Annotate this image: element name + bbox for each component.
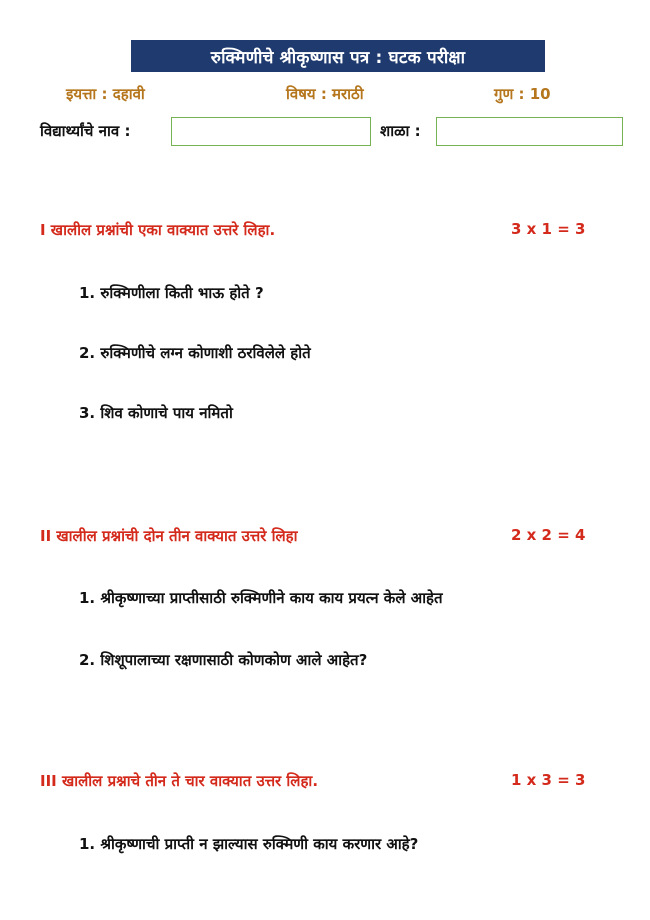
student-name-field[interactable] <box>171 117 371 146</box>
grade-label: इयत्ता : दहावी <box>66 85 145 103</box>
school-field[interactable] <box>436 117 623 146</box>
total-marks-label: गुण : 10 <box>494 85 551 103</box>
subject-label: विषय : मराठी <box>286 85 364 103</box>
section-3-marks: 1 x 3 = 3 <box>511 771 586 789</box>
section-1-marks: 3 x 1 = 3 <box>511 220 586 238</box>
question-1-2: 2. रुक्मिणीचे लग्न कोणाशी ठरविलेले होते <box>79 344 311 362</box>
section-2-heading: II खालील प्रश्नांची दोन तीन वाक्यात उत्तरे लिहा <box>40 527 298 545</box>
page-title: रुक्मिणीचे श्रीकृष्णास पत्र : घटक परीक्षा <box>131 40 545 72</box>
school-label: शाळा : <box>380 122 421 140</box>
question-3-1: 1. श्रीकृष्णाची प्राप्ती न झाल्यास रुक्मिणी काय करणार आहे? <box>79 835 419 853</box>
section-2-marks: 2 x 2 = 4 <box>511 526 586 544</box>
section-1-heading: I खालील प्रश्नांची एका वाक्यात उत्तरे लिहा. <box>40 221 276 239</box>
student-name-label: विद्यार्थ्यांचे नाव : <box>40 122 131 140</box>
question-1-1: 1. रुक्मिणीला किती भाऊ होते ? <box>79 284 264 302</box>
question-2-1: 1. श्रीकृष्णाच्या प्राप्तीसाठी रुक्मिणीने काय काय प्रयत्न केले आहेत <box>79 589 443 607</box>
section-3-heading: III खालील प्रश्नाचे तीन ते चार वाक्यात उत्तर लिहा. <box>40 772 319 790</box>
question-1-3: 3. शिव कोणाचे पाय नमितो <box>79 404 233 422</box>
question-2-2: 2. शिशूपालाच्या रक्षणासाठी कोणकोण आले आहेत? <box>79 651 368 669</box>
